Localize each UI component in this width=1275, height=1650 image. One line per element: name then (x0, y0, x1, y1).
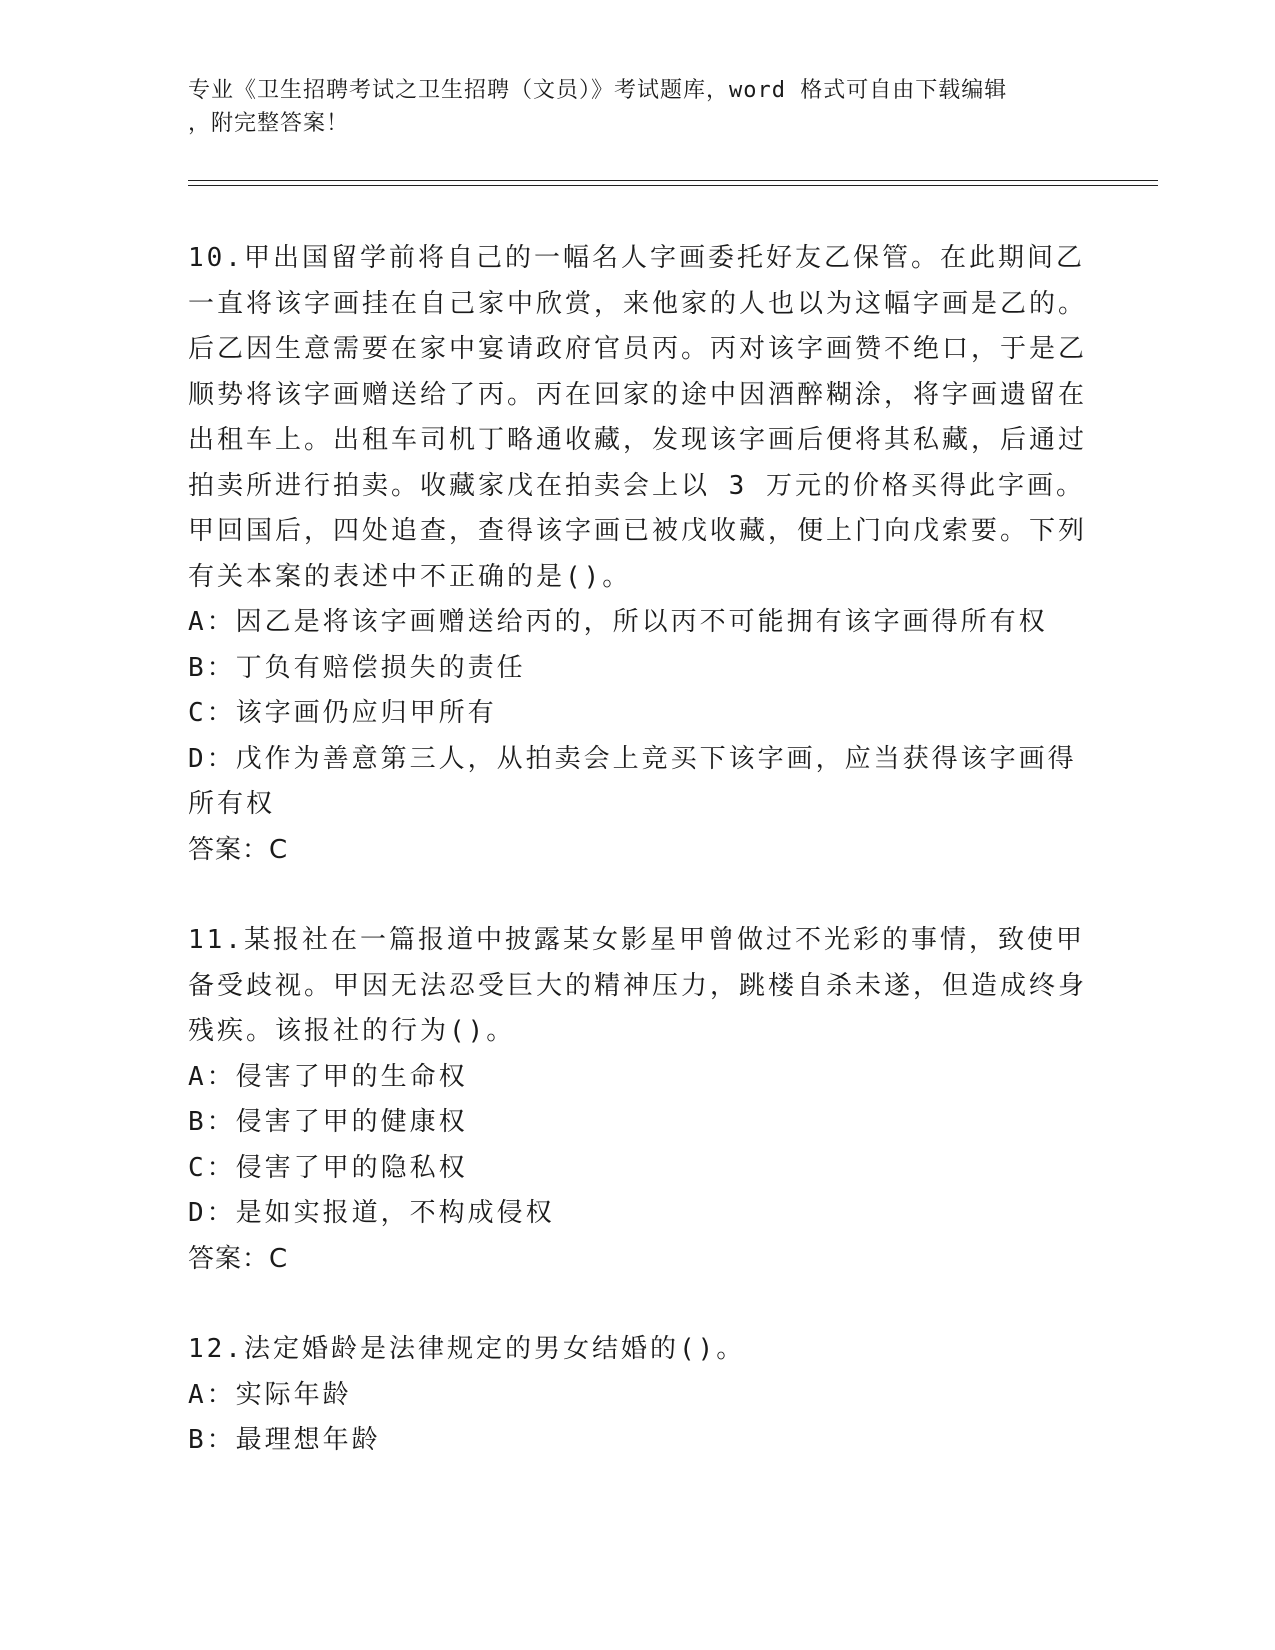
option-b: B：最理想年龄 (188, 1425, 381, 1455)
document-header (188, 74, 1088, 140)
question-10 (188, 236, 1088, 873)
option-c: C：侵害了甲的隐私权 (188, 1152, 468, 1183)
question-text: 11.某报社在一篇报道中披露某女影星甲曾做过不光彩的事情，致使甲备受歧视。甲因无法忍受巨大的精神压力，跳楼自杀未遂，但造成终身残疾。该报社的行为()。 (188, 925, 1088, 1046)
option-a: A：侵害了甲的生命权 (188, 1061, 468, 1092)
option-b: B：侵害了甲的健康权 (188, 1107, 468, 1137)
question-11 (188, 918, 1088, 1282)
question-text: 12.法定婚龄是法律规定的男女结婚的()。 (188, 1334, 746, 1364)
option-d: D：戊作为善意第三人，从拍卖会上竞买下该字画，应当获得该字画得所有权 (188, 743, 1077, 819)
header-line-2: ，附完整答案！ (188, 111, 350, 136)
question-list (188, 236, 1088, 1464)
answer: 答案：C (188, 1243, 289, 1274)
answer: 答案：C (188, 834, 289, 865)
option-c: C：该字画仍应归甲所有 (188, 698, 497, 728)
option-a: A：实际年龄 (188, 1379, 352, 1410)
option-a: A：因乙是将该字画赠送给丙的，所以丙不可能拥有该字画得所有权 (188, 607, 1048, 637)
option-b: B：丁负有赔偿损失的责任 (188, 652, 526, 683)
question-12 (188, 1327, 1088, 1464)
header-line-1: 专业《卫生招聘考试之卫生招聘（文员）》考试题库，word 格式可自由下载编辑 (188, 78, 1008, 103)
question-text: 10.甲出国留学前将自己的一幅名人字画委托好友乙保管。在此期间乙一直将该字画挂在自己家中欣赏，来他家的人也以为这幅字画是乙的。后乙因生意需要在家中宴请政府官员丙。丙对该字画赞不绝口，于是乙顺势将该字画赠送给了丙。丙在回家的途中因酒醉糊涂，将字画遗留在出租车上。出租车司机丁略通收藏，发现该字画后便将其私藏，后通过拍卖所进行拍卖。收藏家戊在拍卖会上以 3 万元的价格买得此字画。甲回国后，四处追查，查得该字画已被戊收藏，便上门向戊索要。下列有关本案的表述中不正确的是()。 (188, 243, 1088, 592)
option-d: D：是如实报道，不构成侵权 (188, 1198, 555, 1228)
header-divider-top (188, 180, 1158, 181)
header-divider-bottom (188, 185, 1158, 186)
